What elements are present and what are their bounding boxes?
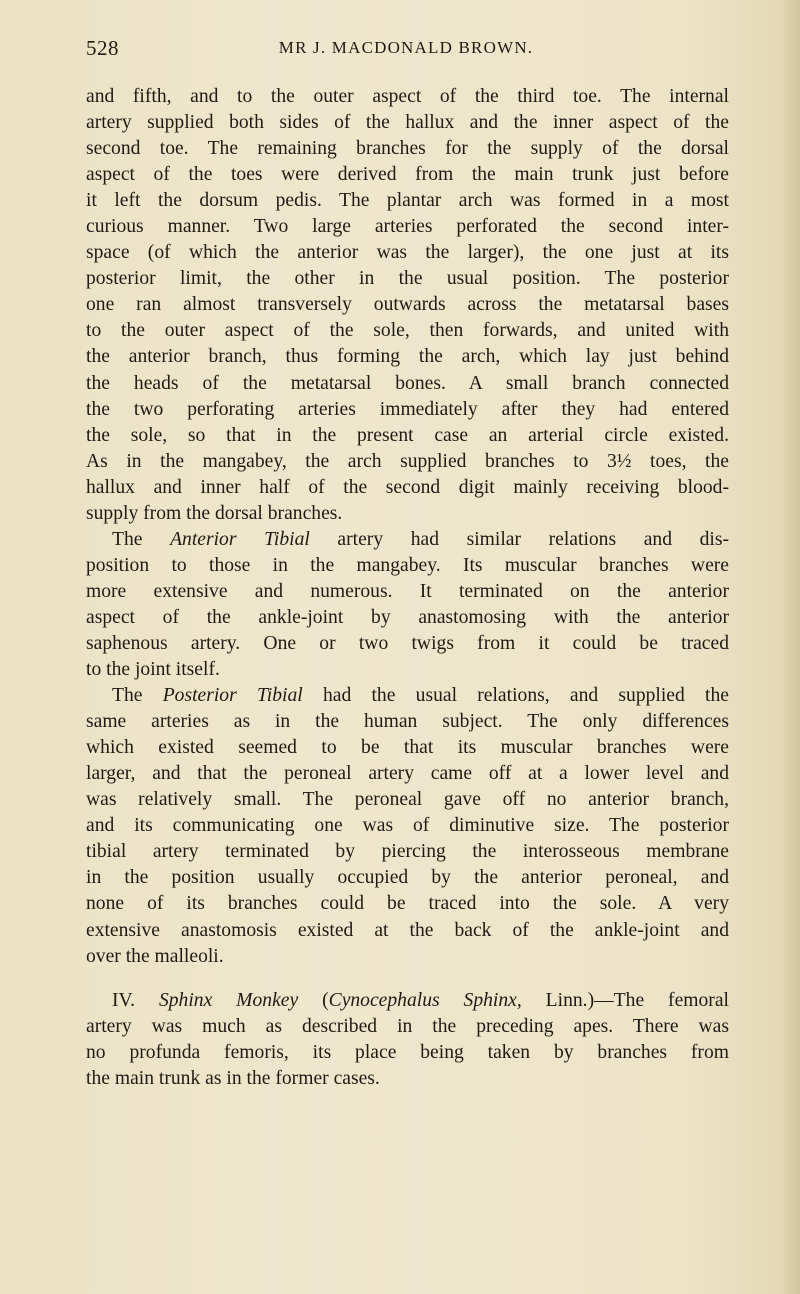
page-edge-shadow [778,0,800,1294]
term-anterior-tibial: Anterior Tibial [170,528,310,550]
text-line: and fifth, and to the outer aspect of the third toe. The internal [86,86,729,107]
text-line: supply from the dorsal branches. [86,502,343,524]
text-line: second toe. The remaining branches for the supply of the dorsal [86,138,729,160]
text-line: curious manner. Two large arteries perforated the second inter- [86,216,729,238]
text-line: it left the dorsum pedis. The plantar arch was formed in a most [86,190,729,212]
text-line: tibial artery terminated by piercing the interosseous membrane [86,841,729,863]
text-line: As in the mangabey, the arch supplied branches to 3½ toes, the [86,450,729,472]
text-line: position to those in the mangabey. Its muscular branches were [86,554,729,576]
line-rest: artery had similar relations and dis- [309,528,729,550]
text-line: hallux and inner half of the second digit mainly receiving blood- [86,476,729,498]
text-line: the heads of the metatarsal bones. A small branch connected [86,372,729,394]
text-line [86,527,729,553]
text-line: the sole, so that in the present case an arterial circle existed. [86,424,729,446]
text-line: to the outer aspect of the sole, then forwards, and united with [86,320,729,342]
text-line: in the position usually occupied by the anterior peroneal, and [86,867,729,889]
running-title: MR J. MACDONALD BROWN. [278,38,534,57]
text-line: which existed seemed to be that its muscular branches were [86,737,729,759]
paragraph-posterior-tibial [86,683,729,970]
text-line: the main trunk as in the former cases. [86,1067,380,1089]
open-paren: ( [298,989,329,1011]
text-line: no profunda femoris, its place being taken by branches from [86,1041,729,1063]
text-line: one ran almost transversely outwards across the metatarsal bases [86,294,729,316]
section-iv-sphinx-monkey [86,988,729,1092]
text-line: artery was much as described in the preceding apes. There was [86,1015,729,1037]
line-rest: had the usual relations, and supplied the [302,685,729,707]
line-rest: Linn.)—The femoral [521,989,729,1011]
paragraph-lead: The [112,685,163,707]
text-line: same arteries as in the human subject. The only differences [86,711,729,733]
term-posterior-tibial: Posterior Tibial [162,685,303,707]
text-line: aspect of the toes were derived from the main trunk just before [86,164,729,186]
species-name: Cynocephalus Sphinx, [328,989,522,1011]
paragraph-anterior-tibial [86,527,729,683]
page-header [86,36,726,68]
text-line [86,683,729,709]
text-line: over the malleoli. [86,945,224,967]
text-line: none of its branches could be traced into the sole. A very [86,893,729,915]
text-line: the anterior branch, thus forming the arch, which lay just behind [86,346,729,368]
text-line: the two perforating arteries immediately after they had entered [86,398,729,420]
paragraph-lead: The [112,528,171,550]
text-line: and its communicating one was of diminutive size. The posterior [86,815,729,837]
text-line: artery supplied both sides of the hallux and the inner aspect of the [86,112,729,134]
section-numeral: IV. [112,989,159,1011]
text-line: saphenous artery. One or two twigs from it could be traced [86,632,729,654]
section-heading-line [86,988,729,1014]
paragraph-plantar-arch [86,84,729,527]
text-line: aspect of the ankle-joint by anastomosing with the anterior [86,606,729,628]
article-body [86,84,729,1092]
text-line: extensive anastomosis existed at the back of the ankle-joint and [86,919,729,941]
text-line: space (of which the anterior was the larger), the one just at its [86,242,729,264]
text-line: to the joint itself. [86,659,220,681]
section-gap [86,970,729,988]
text-line: larger, and that the peroneal artery came off at a lower level and [86,763,729,785]
text-line: posterior limit, the other in the usual position. The posterior [86,268,729,290]
page-number: 528 [86,36,119,60]
text-line: was relatively small. The peroneal gave off no anterior branch, [86,789,729,811]
animal-name: Sphinx Monkey [158,989,299,1011]
text-line: more extensive and numerous. It terminated on the anterior [86,580,729,602]
